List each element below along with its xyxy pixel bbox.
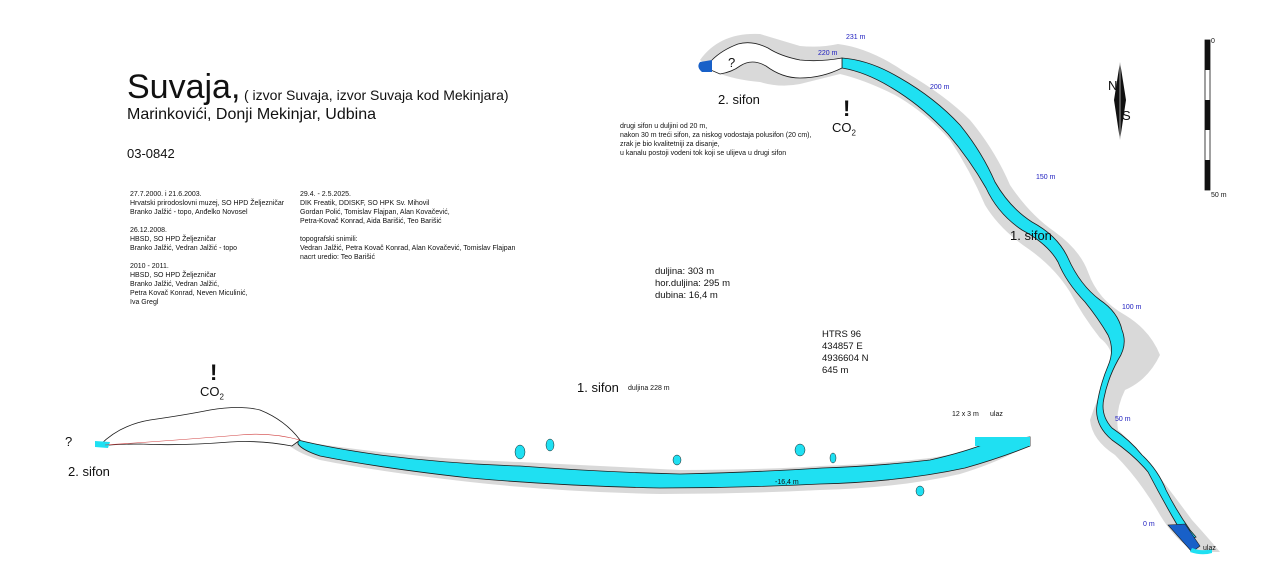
north-arrow [1114, 62, 1126, 140]
entrance-size-label: 12 x 3 m [952, 411, 979, 418]
water-pocket [515, 445, 525, 459]
water-pocket [916, 486, 924, 496]
scale-bottom: 50 m [1211, 192, 1227, 199]
distance-mark: 50 m [1115, 416, 1131, 423]
distance-mark: 0 m [1143, 521, 1155, 528]
sump1-length-label: duljina 228 m [628, 385, 670, 392]
second-sump-note: drugi sifon u duljini od 20 m, nakon 30 m treći sifon, za niskog vodostaja polusifon (20 cm), zrak je bio kvalitetniji za disanje, u kanalu postoji vodeni tok koji se ulijeva u drugi sifon [620, 123, 812, 157]
depth-label: -16,4 m [775, 479, 799, 486]
scale-top: 0 [1211, 38, 1215, 45]
survey-history-2: 29.4. - 2.5.2025. DIK Freatik, DDISKF, SO HPK Sv. Mihovil Gordan Polić, Tomislav Flajpan, Alan Kovačević, Petra-Kovač Konrad, Aida Barišić, Teo Barišić topografski snimili: Vedran Jalžić, Petra Kovač Konrad, Alan Kovačević, Tomislav Flajpan nacrt uredio: Teo Barišić [300, 191, 516, 261]
water-pocket [673, 455, 681, 465]
sump2-plan-label: 2. sifon [718, 92, 760, 107]
profile-dry-passage [100, 408, 300, 447]
water-pocket [830, 453, 836, 463]
sump1-plan-label: 1. sifon [1010, 228, 1052, 243]
entrance-plan-label: ulaz [1203, 545, 1216, 552]
distance-mark: 100 m [1122, 304, 1142, 311]
co2-label-profile: $CO_2$ [200, 384, 224, 402]
cave-title: Suvaja, [127, 68, 241, 106]
distance-mark: 220 m [818, 50, 838, 57]
warning-icon: ! [210, 360, 218, 385]
north-label: N [1108, 78, 1118, 93]
plan-second-sump [698, 60, 712, 72]
scale-bar [1205, 40, 1210, 190]
distance-mark: 231 m [846, 34, 866, 41]
survey-history-1: 27.7.2000. i 21.6.2003. Hrvatski prirodoslovni muzej, SO HPD Željezničar Branko Jalžić - topo, Anđelko Novosel 26.12.2008. HBSD, SO HPD Željezničar Branko Jalžić, Vedran Jalžić - topo 2010 - 2011. HBSD, SO HPD Željezničar Branko Jalžić, Vedran Jalžić, Petra Kovač Konrad, Neven Miculinić, Iva Gregl [130, 191, 285, 306]
entrance-profile-label: ulaz [990, 411, 1003, 418]
warning-icon: ! [843, 96, 851, 121]
south-label: S [1122, 108, 1131, 123]
sump2-profile-label: 2. sifon [68, 464, 110, 479]
distance-mark: 200 m [930, 84, 950, 91]
question-mark-plan: ? [728, 55, 736, 70]
sump1-profile-label: 1. sifon [577, 380, 619, 395]
question-mark-profile: ? [65, 434, 73, 449]
distance-mark: 150 m [1036, 174, 1056, 181]
water-pocket [795, 444, 805, 456]
water-pocket [546, 439, 554, 451]
cave-coordinates: HTRS 96 434857 E 4936604 N 645 m [822, 329, 869, 376]
cave-location: Marinkovići, Donji Mekinjar, Udbina [127, 106, 376, 123]
profile-entrance-pool [975, 437, 1030, 446]
profile-second-sump [95, 441, 110, 448]
cadastre-code: 03-0842 [127, 146, 175, 161]
co2-label-plan: $CO_2$ [832, 120, 856, 138]
cave-statistics: duljina: 303 m hor.duljina: 295 m dubina: 16,4 m [655, 266, 730, 301]
cave-alt-names: ( izvor Suvaja, izvor Suvaja kod Mekinjara) [244, 87, 509, 103]
